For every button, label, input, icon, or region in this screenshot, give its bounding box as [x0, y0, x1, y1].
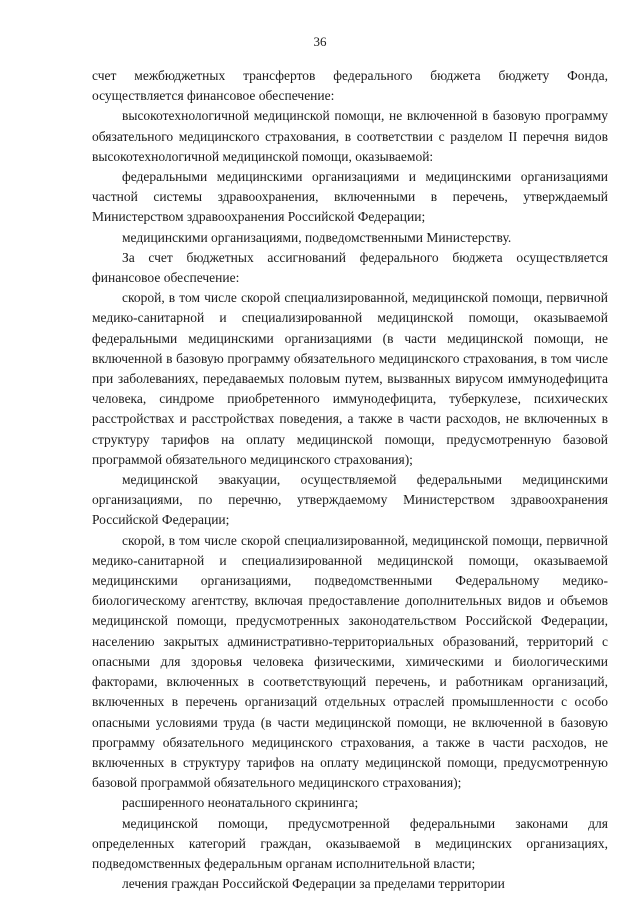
paragraph: медицинскими организациями, подведомственными Министерству.	[122, 229, 512, 245]
paragraph: высокотехнологичной медицинской помощи, не включенной в базовую программу обязательного медицинского страхования, в соответствии с разделом II перечня видов высокотехнологичной медицинской помощи, оказываемой:	[92, 108, 608, 164]
paragraph: счет межбюджетных трансфертов федерального бюджета бюджету Фонда, осуществляется финансовое обеспечение:	[92, 68, 608, 104]
document-body	[92, 66, 608, 894]
paragraph: медицинской эвакуации, осуществляемой федеральными медицинскими организациями, по перечню, утверждаемому Министерством здравоохранения Российской Федерации;	[92, 472, 608, 528]
paragraph: медицинской помощи, предусмотренной федеральными законами для определенных категорий граждан, оказываемой в медицинских организациях, подведомственных федеральным органам исполнительной власти;	[92, 815, 608, 871]
paragraph: федеральными медицинскими организациями и медицинскими организациями частной системы здравоохранения, включенными в перечень, утверждаемый Министерством здравоохранения Российской Федерации;	[92, 169, 608, 225]
paragraph: лечения граждан Российской Федерации за пределами территории	[122, 876, 505, 892]
paragraph: расширенного неонатального скрининга;	[122, 795, 359, 811]
paragraph: скорой, в том числе скорой специализированной, медицинской помощи, первичной медико-санитарной и специализированной медицинской помощи, оказываемой медицинскими организациями, подведомственными Федеральному медико-биологическому агентству, включая предоставление дополнительных видов и объемов медицинской помощи, предусмотренных законодательством Российской Федерации, населению закрытых административно-территориальных образований, территорий с опасными для здоровья человека физическими, химическими и биологическими факторами, включенных в соответствующий перечень, и работникам организаций, включенных в перечень организаций отдельных отраслей промышленности с особо опасными условиями труда (в части медицинской помощи, не включенной в базовую программу обязательного медицинского страхования, а также в части расходов, не включенных в структуру тарифов на оплату медицинской помощи, предусмотренную базовой программой обязательного медицинского страхования);	[92, 532, 608, 791]
paragraph: скорой, в том числе скорой специализированной, медицинской помощи, первичной медико-санитарной и специализированной медицинской помощи, оказываемой федеральными медицинскими организациями (в части медицинской помощи, не включенной в базовую программу обязательного медицинского страхования, в том числе при заболеваниях, передаваемых половым путем, вызванных вирусом иммунодефицита человека, синдроме приобретенного иммунодефицита, туберкулезе, психических расстройствах и расстройствах поведения, а также в части расходов, не включенных в структуру тарифов на оплату медицинской помощи, предусмотренную базовой программой обязательного медицинского страхования);	[92, 290, 608, 467]
paragraph: За счет бюджетных ассигнований федерального бюджета осуществляется финансовое обеспечение:	[92, 249, 608, 286]
page-number: 36	[313, 34, 327, 49]
